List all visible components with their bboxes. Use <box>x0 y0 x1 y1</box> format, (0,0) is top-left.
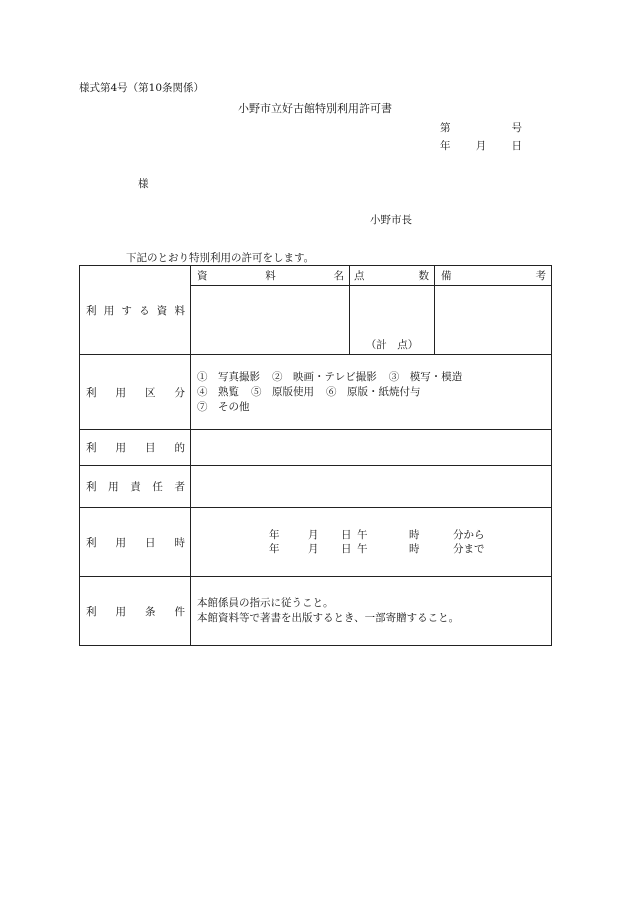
row-label-conditions: 利 用 条 件 <box>80 577 191 646</box>
col-header-count: 点 数 <box>350 266 435 286</box>
condition-line: 本館係員の指示に従うこと。 <box>197 597 334 609</box>
intro-text: 下記のとおり特別利用の許可をします。 <box>126 252 315 264</box>
permit-table <box>79 265 552 646</box>
document-title: 小野市立好古館特別利用許可書 <box>238 102 392 115</box>
issuer-name: 小野市長 <box>370 214 412 226</box>
datetime-to-line: 年 月 日 午 時 分まで <box>269 543 485 555</box>
count-field[interactable] <box>350 286 435 355</box>
responsible-row <box>80 466 552 508</box>
category-options[interactable] <box>191 355 552 430</box>
category-option-line: ① 写真撮影 ② 映画・テレビ撮影 ③ 模写・模造 <box>197 370 463 383</box>
date-year: 年 <box>440 140 451 152</box>
col-header-remarks: 備 考 <box>435 266 552 286</box>
condition-line: 本館資料等で著書を出版するとき、一部寄贈すること。 <box>197 612 460 624</box>
row-label-category: 利 用 区 分 <box>80 355 191 430</box>
datetime-field[interactable] <box>191 508 552 577</box>
issue-date-line <box>440 138 522 153</box>
category-row <box>80 355 552 430</box>
date-month: 月 <box>475 140 487 152</box>
category-option-line: ④ 熟覧 ⑤ 原版使用 ⑥ 原版・紙焼付与 <box>197 385 421 398</box>
datetime-row <box>80 508 552 577</box>
conditions-row <box>80 577 552 646</box>
remarks-field[interactable] <box>435 286 552 355</box>
table-header-row <box>80 266 552 286</box>
row-label-responsible: 利 用 責 任 者 <box>80 466 191 508</box>
purpose-row <box>80 430 552 466</box>
row-label-purpose: 利 用 目 的 <box>80 430 191 466</box>
responsible-field[interactable] <box>191 466 552 508</box>
number-suffix: 号 <box>511 122 522 134</box>
material-name-field[interactable] <box>191 286 350 355</box>
row-label-datetime: 利 用 日 時 <box>80 508 191 577</box>
form-number-label: 様式第4号（第10条関係） <box>79 82 205 94</box>
date-day: 日 <box>511 140 522 152</box>
col-header-material-name: 資 料 名 <box>191 266 350 286</box>
purpose-field[interactable] <box>191 430 552 466</box>
count-total-note: （計 点） <box>365 339 419 351</box>
addressee-honorific: 様 <box>138 178 149 190</box>
category-option-line: ⑦ その他 <box>197 400 250 413</box>
number-prefix: 第 <box>440 122 451 134</box>
row-label-materials: 利 用 す る 資 料 <box>80 266 191 355</box>
datetime-from-line: 年 月 日 午 時 分から <box>269 529 485 541</box>
conditions-text <box>191 577 552 646</box>
permit-number-line <box>440 120 522 135</box>
